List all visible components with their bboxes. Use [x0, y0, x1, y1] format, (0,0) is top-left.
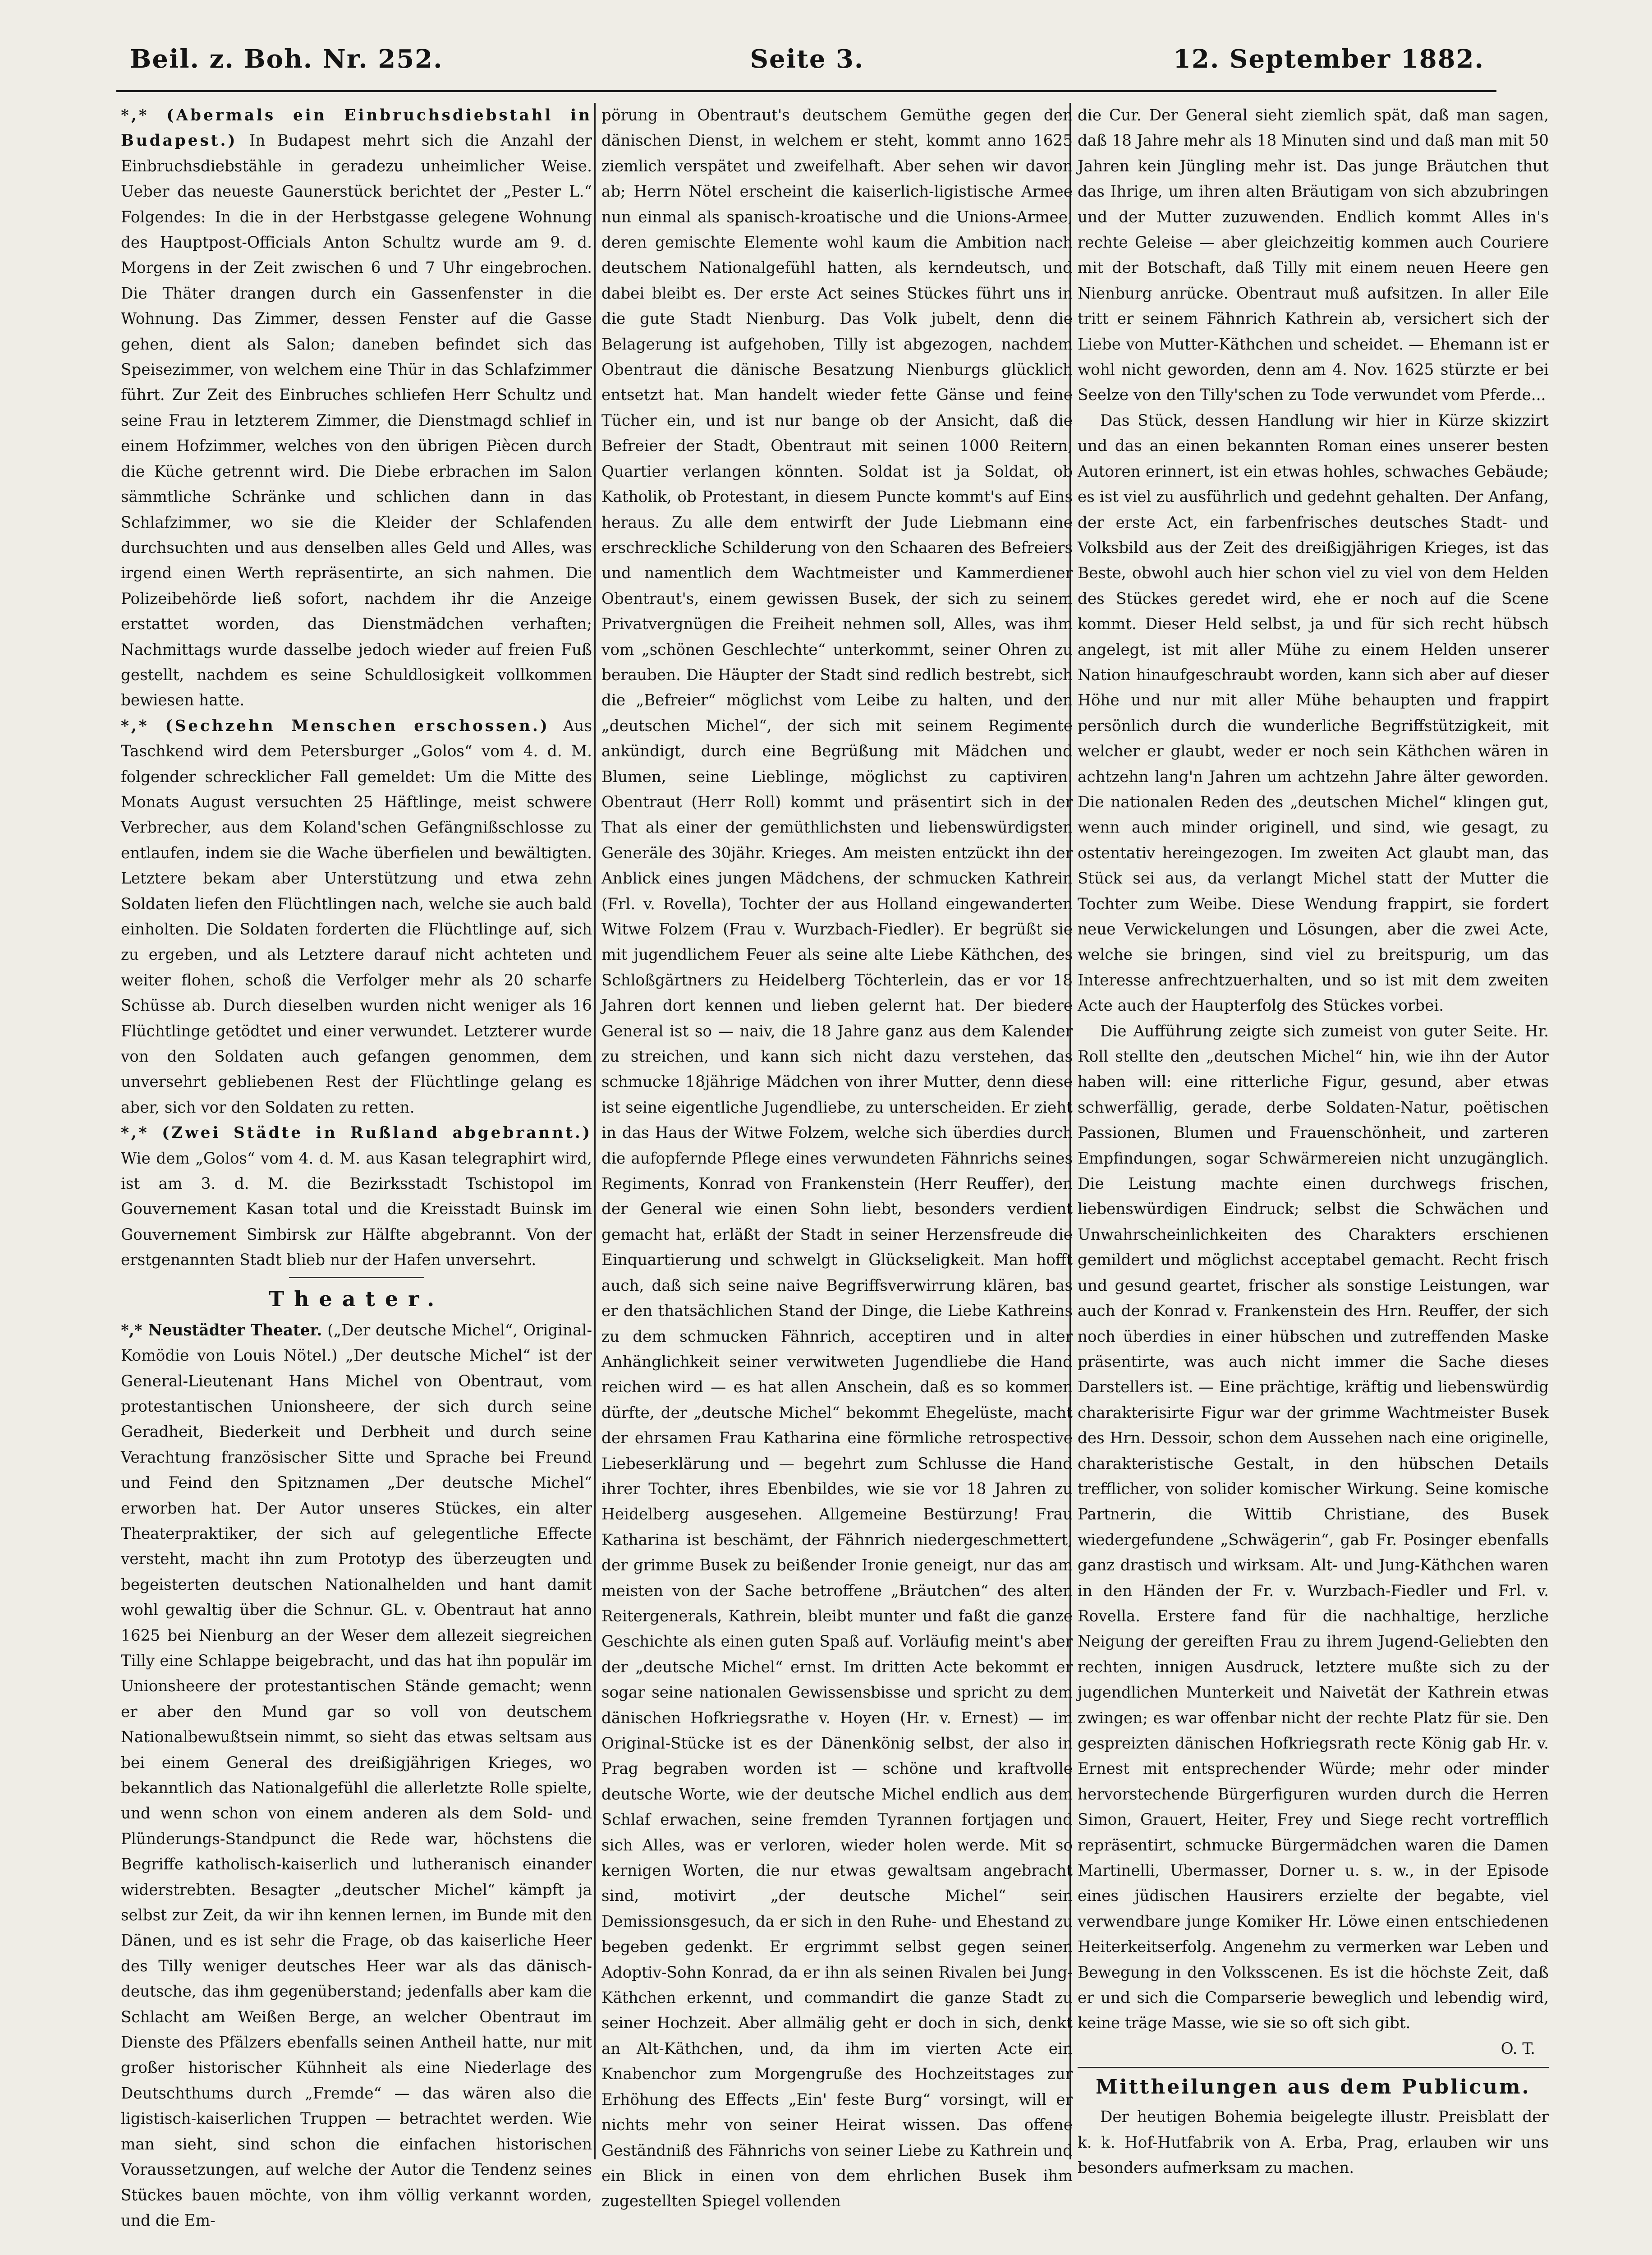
- news-item-body: Wie dem „Golos“ vom 4. d. M. aus Kasan telegraphirt wird, ist am 3. d. M. die Bezirksstadt Tschistopol im Gouvernement Kasan total und die Kreisstadt Buinsk im Gouvernement Simbirsk zur Hälfte abgebrannt. Von der erstgenannten Stadt blieb nur der Hafen unversehrt.: [121, 1149, 592, 1270]
- review-title: *,* Neustädter Theater.: [121, 1321, 322, 1339]
- page-number: Seite 3.: [750, 44, 864, 74]
- news-item-body: In Budapest mehrt sich die Anzahl der Einbruchsdiebstähle in geradezu unheimlicher Weise. Ueber das neueste Gaunerstück berichtet der „Pester L.“ Folgendes: In die in der Herbstgasse gelegene Wohnung des Hauptpost-Officials Anton Schultz wurde am 9. d. Morgens in der Zeit zwischen 6 und 7 Uhr eingebrochen. Die Thäter drangen durch ein Gassenfenster in die Wohnung. Das Zimmer, dessen Fenster auf die Gasse gehen, dient als Salon; daneben befindet sich das Speisezimmer, von welchem eine Thür in das Schlafzimmer führt. Zur Zeit des Einbruches schliefen Herr Schultz und seine Frau in letzterem Zimmer, die Dienstmagd schlief in einem Hofzimmer, welches von den übrigen Piècen durch die Küche getrennt wird. Die Diebe erbrachen im Salon sämmtliche Schränke und schlichen dann in das Schlafzimmer, wo sie die Kleider der Schlafenden durchsuchten und aus denselben alles Geld und Alles, was irgend einen Werth repräsentirte, an sich nahmen. Die Polizeibehörde ließ sofort, nachdem ihr die Anzeige erstattet worden, das Dienstmädchen verhaften; Nachmittags wurde dasselbe jedoch wieder auf freien Fuß gestellt, nachdem es seine Schuldlosigkeit vollkommen bewiesen hatte.: [121, 132, 592, 710]
- news-item-body: Aus Taschkend wird dem Petersburger „Golos“ vom 4. d. M. folgender schrecklicher Fall gemeldet: Um die Mitte des Monats August versuchten 25 Häftlinge, meist schwere Verbrecher, aus dem Koland'schen Gefängnißschlosse zu entlaufen, indem sie die Wache überfielen und bewältigten. Letztere bekam aber Unterstützung und etwa zehn Soldaten liefen den Flüchtlingen nach, welche sie auch bald einholten. Die Soldaten forderten die Flüchtlinge auf, sich zu ergeben, und als Letztere darauf nicht achteten und weiter flohen, schoß die Verfolger mehr als 20 scharfe Schüsse ab. Durch dieselben wurden nicht weniger als 16 Flüchtlinge getödtet und einer verwundet. Letzterer wurde von den Soldaten auch gefangen genommen, dem unversehrt gebliebenen Rest der Flüchtlinge gelang es aber, sich vor den Soldaten zu retten.: [121, 717, 592, 1117]
- news-item-title: *,* (Sechzehn Menschen erschossen.): [121, 717, 550, 735]
- news-item-kasan: [121, 1120, 592, 1273]
- header-rule: [116, 90, 1496, 92]
- theater-review-critique: Das Stück, dessen Handlung wir hier in Kürze skizzirt und das an einen bekannten Roman eines unserer besten Autoren erinnert, ist ein etwas hohles, schwaches Gebäude; es ist viel zu ausführlich und gedehnt gehalten. Der Anfang, der erste Act, ein farbenfrisches deutsches Stadt- und Volksbild aus der Zeit des dreißigjährigen Krieges, ist das Beste, obwohl auch hier schon viel zu viel von dem Helden des Stückes geredet wird, ehe er noch auf die Scene kommt. Dieser Held selbst, ja und für sich recht hübsch angelegt, ist mit aller Mühe zu einem Helden unserer Nation hinaufgeschraubt worden, kann sich aber auf dieser Höhe und nur mit aller Mühe behaupten und frappirt persönlich durch die wunderliche Begriffstützigkeit, mit welcher er glaubt, weder er noch sein Käthchen wären in achtzehn lang'n Jahren um achtzehn Jahre älter geworden. Die nationalen Reden des „deutschen Michel“ klingen gut, wenn auch minder originell, und sind, wie gesagt, zu ostentativ hereingezogen. Im zweiten Act glaubt man, das Stück sei aus, da verlangt Michel statt der Mutter die Tochter zum Weibe. Diese Wendung frappirt, sie fordert neue Verwickelungen und Lösungen, aber die zwei Acte, welche sie bringen, sind viel zu breitspurig, um das Interesse anfrechtzuerhalten, und so ist mit dem zweiten Acte auch der Haupterfolg des Stückes vorbei.: [1078, 411, 1549, 1015]
- news-item-title: *,* (Abermals ein Einbruchsdiebstahl in Budapest.): [121, 106, 592, 150]
- section-rule: [289, 1277, 424, 1278]
- section-title-mittheilungen: Mittheilungen aus dem Publicum.: [1096, 2076, 1531, 2099]
- news-item-taschkend: [121, 713, 592, 1121]
- page-header: [121, 40, 1493, 85]
- section-title-theater: Theater.: [268, 1286, 445, 1311]
- performance-text: Die Aufführung zeigte sich zumeist von guter Seite. Hr. Roll stellte den „deutschen Michel“ hin, wie ihn der Autor haben will: eine ritterliche Figur, gesund, aber etwas schwerfällig, gerade, derbe Soldaten-Natur, poëtischen Passionen, Blumen und Frauenschönheit, und zarteren Empfindungen, sogar Schwärmereien nicht unzugänglich. Die Leistung machte einen durchwegs frischen, liebenswürdigen Eindruck; selbst die Schwächen und Unwahrscheinlichkeiten des Charakters erschienen gemildert und möglichst acceptabel gemacht. Recht frisch und gesund geartet, frischer als sonstige Leistungen, war auch der Konrad v. Frankenstein des Hrn. Reuffer, der sich noch überdies in einer hübschen und zutreffenden Maske präsentirte, was auch nicht immer die Sache dieses Darstellers ist. — Eine prächtige, kräftig und liebenswürdig charakterisirte Figur war der grimme Wachtmeister Busek des Hrn. Dessoir, schon dem Aussehen nach eine originelle, charakteristische Gestalt, in den hübschen Details trefflicher, von solider komischer Wirkung. Seine komische Partnerin, die Wittib Christiane, des Busek wiedergefundene „Schwägerin“, gab Fr. Posinger ebenfalls ganz drastisch und wirksam. Alt- und Jung-Käthchen waren in den Händen der Fr. v. Wurzbach-Fiedler und Frl. v. Rovella. Erstere fand für die nachhaltige, herzliche Neigung der gereiften Frau zu ihrem Jugend-Geliebten den rechten, innigen Ausdruck, letztere mußte sich zu der jugendlichen Munterkeit und Naivetät der Kathrein etwas zwingen; es war offenbar nicht der rechte Platz für sie. Den gespreizten dänischen Hofkriegsrath recte König gab Hr. v. Ernest mit entsprechender Würde; mehr oder minder hervorstechende Bürgerfiguren wurden durch die Herren Simon, Grauert, Heiter, Frey und Siege recht vortrefflich repräsentirt, schmucke Bürgermädchen waren die Damen Martinelli, Ubermasser, Dorner u. s. w., in der Episode eines jüdischen Hausirers erzielte der begabte, viel verwendbare junge Komiker Hr. Löwe einen entschiedenen Heiterkeitserfolg. Angenehm zu vermerken war Leben und Bewegung in den Volksscenen. Es ist die höchste Zeit, daß er und sich die Comparserie beweglich und lebendig wird, keine träge Masse, wie sie so oft sich gibt.: [1078, 1022, 1549, 2033]
- column-2: [601, 103, 1073, 2211]
- review-signature: O. T.: [1501, 2039, 1535, 2058]
- theater-review-start: [121, 1318, 592, 2234]
- column-3: [1078, 103, 1549, 2177]
- column-1: [121, 103, 592, 2230]
- review-body: („Der deutsche Michel“, Original-Komödie von Louis Nötel.) „Der deutsche Michel“ ist der General-Lieutenant Hans Michel von Obentraut, vom protestantischen Unionsheere, der sich durch seine Geradheit, Biederkeit und Derbheit und durch seine Verachtung französischer Sitte und Sprache bei Freund und Feind den Spitznamen „Der deutsche Michel“ erworben hat. Der Autor unseres Stückes, ein alter Theaterpraktiker, der sich auf gelegentliche Effecte versteht, macht ihn zum Prototyp des überzeugten und begeisterten deutschen Nationalhelden und hant damit wohl gewaltig über die Schnur. GL. v. Obentraut hat anno 1625 bei Nienburg an der Weser dem allezeit siegreichen Tilly eine Schlappe beigebracht, und das hat ihn populär im Unionsheere der protestantischen Stände gemacht; wenn er aber den Mund gar so voll von deutschem Nationalbewußtsein nimmt, so sieht das etwas seltsam aus bei einem General des dreißigjährigen Krieges, wo bekanntlich das Nationalgefühl die allerletzte Rolle spielte, und wenn schon von einem anderen als dem Sold- und Plünderungs-Standpunct die Rede war, höchstens die Begriffe katholisch-kaiserlich und lutheranisch einander widerstrebten. Besagter „deutscher Michel“ kämpft ja selbst zur Zeit, da wir ihn kennen lernen, im Bunde mit den Dänen, und es ist sehr die Frage, ob das kaiserliche Heer des Tilly weniger deutsches Heer war als das dänisch-deutsche, das ihm gegenüberstand; jedenfalls aber kam die Schlacht am Weißen Berge, an welcher Obentraut im Dienste des Pfälzers ebenfalls seinen Antheil hatte, nur mit großer historischer Kühnheit als eine Niederlage des Deutschthums durch „Fremde“ — das wären also die ligistisch-kaiserlichen Truppen — betrachtet werden. Wie man sieht, sind schon die einfachen historischen Voraussetzungen, auf welche der Autor die Tendenz seines Stückes bauen möchte, von ihm völlig verkannt worden, und die Em-: [121, 1321, 592, 2230]
- news-item-title: *,* (Zwei Städte in Rußland abgebrannt.): [121, 1124, 592, 1142]
- theater-review-performance: [1078, 1019, 1549, 2062]
- issue-date: 12. September 1882.: [1173, 44, 1484, 74]
- issue-reference: Beil. z. Boh. Nr. 252.: [130, 44, 443, 74]
- section-rule: [1078, 2067, 1549, 2068]
- notice-body: Der heutigen Bohemia beigelegte illustr. Preisblatt der k. k. Hof-Hutfabrik von A. Erba, Prag, erlauben wir uns besonders aufmerksam zu machen.: [1078, 2108, 1549, 2177]
- news-item-budapest: [121, 103, 592, 713]
- theater-review-continued: pörung in Obentraut's deutschem Gemüthe gegen den dänischen Dienst, in welchem er steht, kommt anno 1625 ziemlich verspätet und zweifelhaft. Aber sehen wir davon ab; Herrn Nötel erscheint die kaiserlich-ligistische Armee nun einmal als spanisch-kroatische und die Unions-Armee, deren gemischte Elemente wohl kaum die Ambition nach deutschem Nationalgefühl hatten, als kerndeutsch, und dabei bleibt es. Der erste Act seines Stückes führt uns in die gute Stadt Nienburg. Das Volk jubelt, denn die Belagerung ist aufgehoben, Tilly ist abgezogen, nachdem Obentraut die dänische Besatzung Nienburgs glücklich entsetzt hat. Man handelt wieder fette Gänse und feine Tücher ein, und ist nur bange ob der Ansicht, daß die Befreier der Stadt, Obentraut mit seinen 1000 Reitern, Quartier verlangen könnten. Soldat ist ja Soldat, ob Katholik, ob Protestant, in diesem Puncte kommt's auf Eins heraus. Zu alle dem entwirft der Jude Liebmann eine erschreckliche Schilderung von den Schaaren des Befreiers und namentlich dem Wachtmeister und Kammerdiener Obentraut's, einem gewissen Busek, der sich zu seinem Privatvergnügen die Freiheit nehmen soll, Alles, was ihm vom „schönen Geschlechte“ unterkommt, seiner Ohren zu berauben. Die Häupter der Stadt sind redlich bestrebt, sich die „Befreier“ möglichst vom Leibe zu halten, und den „deutschen Michel“, der sich mit seinem Regimente ankündigt, durch eine Begrüßung mit Mädchen und Blumen, seine Lieblinge, möglichst zu captiviren. Obentraut (Herr Roll) kommt und präsentirt sich in der That als einer der gemüthlichsten und liebenswürdigsten Generäle des 30jähr. Krieges. Am meisten entzückt ihn der Anblick eines jungen Mädchens, der schmucken Kathrein (Frl. v. Rovella), Tochter der aus Holland eingewanderten Witwe Folzem (Frau v. Wurzbach-Fiedler). Er begrüßt sie mit jugendlichem Feuer als seine alte Liebe Käthchen, des Schloßgärtners zu Heidelberg Töchterlein, das er vor 18 Jahren dort kennen und lieben gelernt hat. Der biedere General ist so — naiv, die 18 Jahre ganz aus dem Kalender zu streichen, und kann sich nicht dazu verstehen, das schmucke 18jährige Mädchen von ihrer Mutter, denn diese ist seine eigentliche Jugendliebe, zu unterscheiden. Er zieht in das Haus der Witwe Folzem, welche sich überdies durch die aufopfernde Pflege eines verwundeten Fähnrichs seines Regiments, Konrad von Frankenstein (Herr Reuffer), den der General wie einen Sohn liebt, besonders verdient gemacht hat, erläßt der Stadt in seiner Herzensfreude die Einquartierung und schwelgt in Glückseligkeit. Man hofft auch, daß sich seine naive Begriffsverwirrung klären, bas er den thatsächlichen Stand der Dinge, die Liebe Kathreins zu dem schmucken Fähnrich, acceptiren und in alter Anhänglichkeit seiner verwitweten Jugendliebe die Hand reichen wird — es hat allen Anschein, daß es so kommen dürfte, der „deutsche Michel“ bekommt Ehegelüste, macht der ehrsamen Frau Katharina eine förmliche retrospective Liebeserklärung und — begehrt zum Schlusse die Hand ihrer Tochter, ihres Ebenbildes, wie sie vor 18 Jahren zu Heidelberg ausgesehen. Allgemeine Bestürzung! Frau Katharina ist beschämt, der Fähnrich niedergeschmettert, der grimme Busek zu beißender Ironie geneigt, nur das am meisten von der Sache betroffene „Bräutchen“ des alten Reitergenerals, Kathrein, bleibt munter und faßt die ganze Geschichte als einen guten Spaß auf. Vorläufig meint's aber der „deutsche Michel“ ernst. Im dritten Acte bekommt er sogar seine nationalen Gewissensbisse und spricht zu dem dänischen Hofkriegsrathe v. Hoyen (Hr. v. Ernest) — im Original-Stücke ist es der Dänenkönig selbst, der also in Prag begraben worden ist — schöne und kraftvolle deutsche Worte, wie der deutsche Michel endlich aus dem Schlaf erwachen, seine fremden Tyrannen fortjagen und sich Alles, was er verloren, wieder holen werde. Mit so kernigen Worten, die nur etwas gewaltsam angebracht sind, motivirt „der deutsche Michel“ sein Demissionsgesuch, da er sich in den Ruhe- und Ehestand zu begeben gedenkt. Er ergrimmt selbst gegen seinen Adoptiv-Sohn Konrad, da er ihn als seinen Rivalen bei Jung-Käthchen erkennt, und commandirt die ganze Stadt zu seiner Hochzeit. Aber allmälig geht er doch in sich, denkt an Alt-Käthchen, und, da ihm im vierten Acte ein Knabenchor zum Morgengruße des Hochzeitstages zur Erhöhung des Effects „Ein' feste Burg“ vorsingt, will er nichts mehr von seiner Heirat wissen. Das offene Geständniß des Fähnrichs von seiner Liebe zu Kathrein und ein Blick in einen von dem ehrlichen Busek ihm zugestellten Spiegel vollenden: [601, 106, 1073, 2211]
- theater-review-end: die Cur. Der General sieht ziemlich spät, daß man sagen, daß 18 Jahre mehr als 18 Minuten sind und daß man mit 50 Jahren kein Jüngling mehr ist. Das junge Bräutchen thut das Ihrige, um ihren alten Bräutigam von sich abzubringen und der Mutter zuzuwenden. Endlich kommt Alles in's rechte Geleise — aber gleichzeitig kommen auch Couriere mit der Botschaft, daß Tilly mit einem neuen Heere gen Nienburg anrücke. Obentraut muß aufsitzen. In aller Eile tritt er seinem Fähnrich Kathrein ab, versichert sich der Liebe von Mutter-Käthchen und scheidet. — Ehemann ist er wohl nicht geworden, denn am 4. Nov. 1625 stürzte er bei Seelze von den Tilly'schen zu Tode verwundet vom Pferde...: [1078, 106, 1549, 405]
- column-divider-1: [594, 103, 596, 2159]
